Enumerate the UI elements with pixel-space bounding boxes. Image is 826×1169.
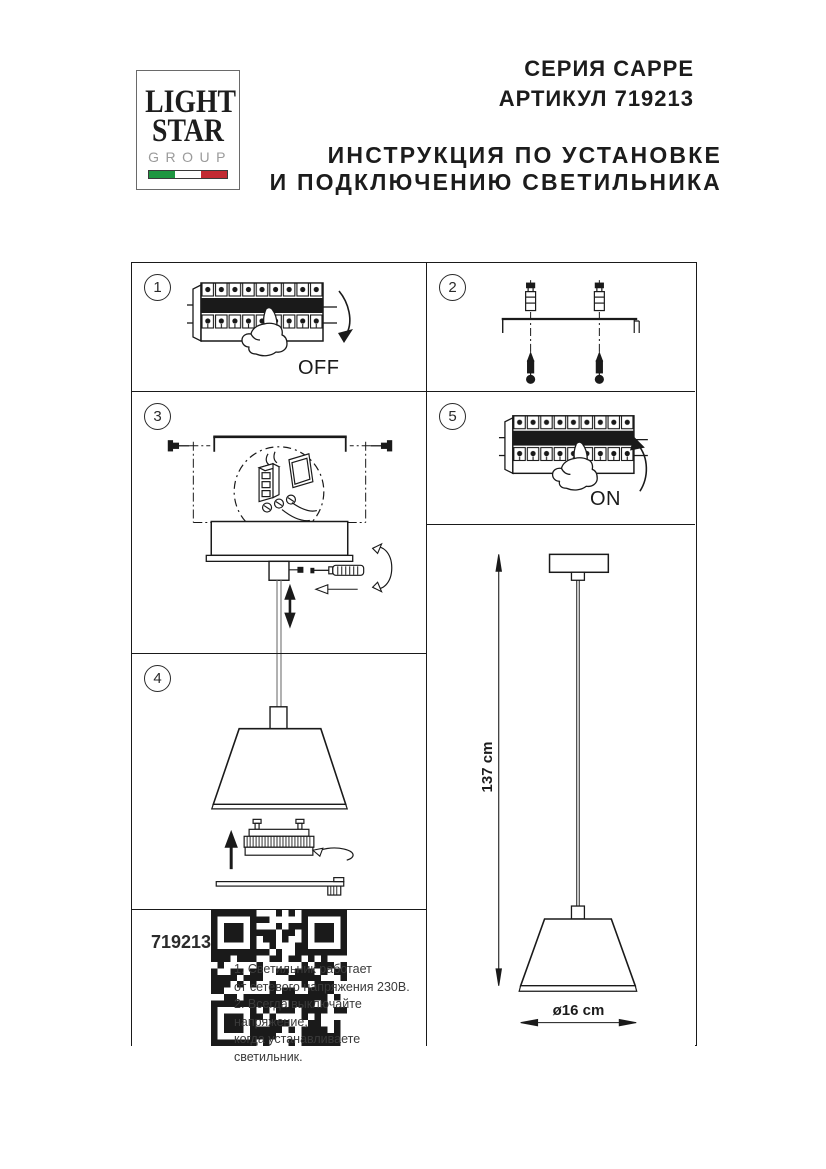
breaker-on-drawing bbox=[427, 392, 695, 524]
logo-star: STAR bbox=[152, 113, 224, 149]
step-5-panel bbox=[426, 391, 695, 524]
note-line: когда устанавливаете светильник. bbox=[234, 1032, 361, 1064]
dimensions-panel bbox=[426, 524, 695, 1046]
note-line: 1. Светильник работает bbox=[234, 962, 372, 976]
brand-logo bbox=[136, 70, 240, 190]
step-2-panel bbox=[426, 263, 695, 391]
instruction-grid bbox=[131, 262, 697, 1064]
step-3-badge: 3 bbox=[144, 403, 171, 430]
step-2-badge: 2 bbox=[439, 274, 466, 301]
diameter-dimension-label: ø16 cm bbox=[552, 1002, 605, 1019]
breaker-off-drawing bbox=[132, 263, 426, 391]
step-1-badge: 1 bbox=[144, 274, 171, 301]
logo-light: LIGHT bbox=[145, 84, 237, 120]
article-number: АРТИКУЛ 719213 bbox=[498, 86, 694, 111]
safety-notes bbox=[234, 961, 426, 1066]
product-header bbox=[499, 54, 694, 114]
step-4-panel bbox=[132, 653, 426, 909]
notes-panel bbox=[132, 909, 426, 1064]
shade-assembly-drawing bbox=[132, 654, 426, 909]
flag-white-stripe bbox=[175, 171, 201, 178]
note-line: 2. Всегда выключайте напряжение, bbox=[234, 997, 362, 1029]
series-title: СЕРИЯ CAPPE bbox=[524, 56, 694, 81]
on-label: ON bbox=[590, 488, 621, 510]
note-line: от сетевого напряжения 230В. bbox=[234, 979, 410, 994]
document-title bbox=[270, 142, 722, 196]
lamp-overview-drawing bbox=[427, 525, 695, 1046]
step-4-badge: 4 bbox=[144, 665, 171, 692]
italian-flag-icon bbox=[148, 170, 228, 179]
height-dimension-label: 137 cm bbox=[478, 741, 496, 793]
flag-green-stripe bbox=[149, 171, 175, 178]
canopy-install-drawing bbox=[132, 392, 426, 653]
step-1-panel bbox=[132, 263, 426, 391]
article-code: 719213 bbox=[151, 932, 212, 952]
flag-red-stripe bbox=[201, 171, 227, 178]
mounting-hardware-drawing bbox=[427, 263, 695, 391]
logo-group: GROUP bbox=[148, 149, 232, 165]
title-line-1: ИНСТРУКЦИЯ ПО УСТАНОВКЕ bbox=[327, 142, 722, 168]
step-3-panel bbox=[132, 391, 426, 653]
off-label: OFF bbox=[298, 357, 340, 379]
step-5-badge: 5 bbox=[439, 403, 466, 430]
title-line-2: И ПОДКЛЮЧЕНИЮ СВЕТИЛЬНИКА bbox=[269, 169, 722, 195]
